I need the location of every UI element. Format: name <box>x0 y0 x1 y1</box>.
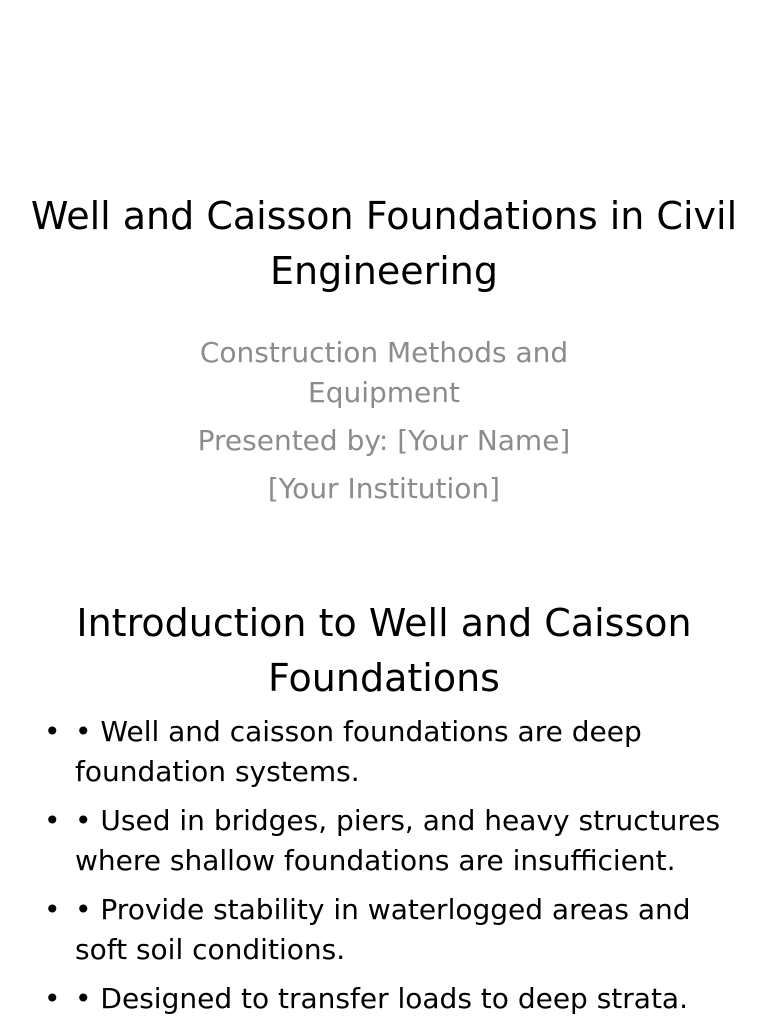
slide-title: Introduction to Well and Caisson Foundations <box>76 601 692 700</box>
bullet-item <box>0 801 768 881</box>
bullet-text: • Used in bridges, piers, and heavy structures where shallow foundations are insufficient. <box>75 804 721 877</box>
bullet-marker: • <box>44 804 61 837</box>
bullet-item <box>0 890 768 970</box>
slide-subtitle <box>0 333 768 509</box>
bullet-text: • Provide stability in waterlogged areas and soft soil conditions. <box>75 893 691 966</box>
bullet-item <box>0 712 768 792</box>
introduction-slide <box>0 576 768 1024</box>
subtitle-institution: [Your Institution] <box>267 472 501 505</box>
bullet-marker: • <box>44 715 61 748</box>
bullet-marker: • <box>44 893 61 926</box>
bullet-text: • Well and caisson foundations are deep foundation systems. <box>75 715 642 788</box>
bullet-item <box>0 979 768 1019</box>
bullet-text: • Designed to transfer loads to deep strata. <box>75 982 688 1015</box>
subtitle-presenter: Presented by: [Your Name] <box>197 424 571 457</box>
bullet-marker: • <box>44 982 61 1015</box>
slide-title: Well and Caisson Foundations in Civil Engineering <box>30 194 738 293</box>
subtitle-course: Construction Methods and Equipment <box>199 336 569 409</box>
bullet-list <box>0 712 768 1028</box>
